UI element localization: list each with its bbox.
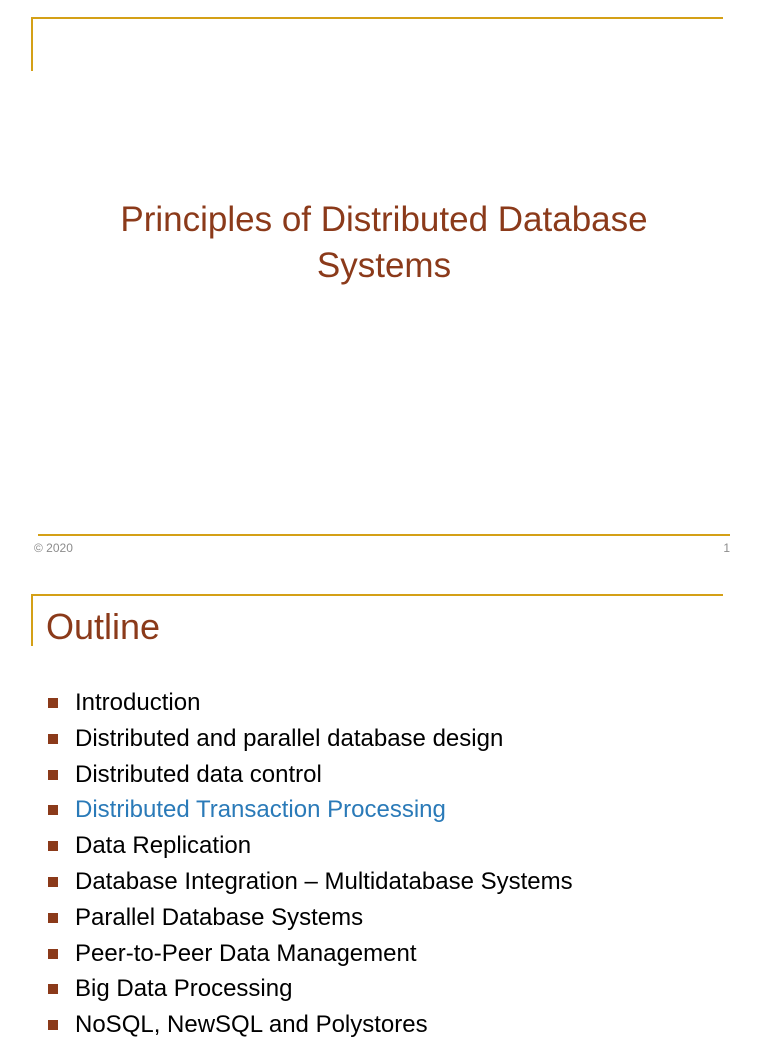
square-bullet-icon (48, 1020, 58, 1030)
square-bullet-icon (48, 805, 58, 815)
square-bullet-icon (48, 698, 58, 708)
slide-top-rule (32, 594, 723, 596)
slide-title (40, 197, 728, 289)
slide-title-line-1: Principles of Distributed Database (120, 200, 648, 239)
slide-title-line-2: Systems (316, 246, 452, 285)
slide-top-rule (32, 17, 723, 19)
outline-item-label: Distributed and parallel database design (75, 724, 504, 752)
outline-item-label: Peer-to-Peer Data Management (75, 939, 417, 967)
outline-item-label: Big Data Processing (75, 975, 293, 1003)
footer-page-number: 1 (723, 541, 730, 555)
square-bullet-icon (48, 913, 58, 923)
outline-item-label: NoSQL, NewSQL and Polystores (75, 1011, 428, 1039)
outline-title: Outline (46, 606, 161, 647)
footer-rule (38, 534, 730, 536)
square-bullet-icon (48, 770, 58, 780)
outline-item-label: Distributed data control (75, 760, 322, 788)
slide-left-rule (31, 17, 33, 71)
outline-item-label: Data Replication (75, 832, 252, 860)
square-bullet-icon (48, 841, 58, 851)
square-bullet-icon (48, 984, 58, 994)
square-bullet-icon (48, 877, 58, 887)
footer-copyright: © 2020 (34, 541, 73, 555)
outline-item-label: Database Integration – Multidatabase Systems (75, 867, 573, 895)
square-bullet-icon (48, 734, 58, 744)
square-bullet-icon (48, 949, 58, 959)
slide-left-rule (31, 594, 33, 646)
outline-item-label: Parallel Database Systems (75, 903, 364, 931)
outline-item-label[interactable]: Distributed Transaction Processing (75, 796, 446, 824)
outline-item-label: Introduction (75, 689, 201, 716)
